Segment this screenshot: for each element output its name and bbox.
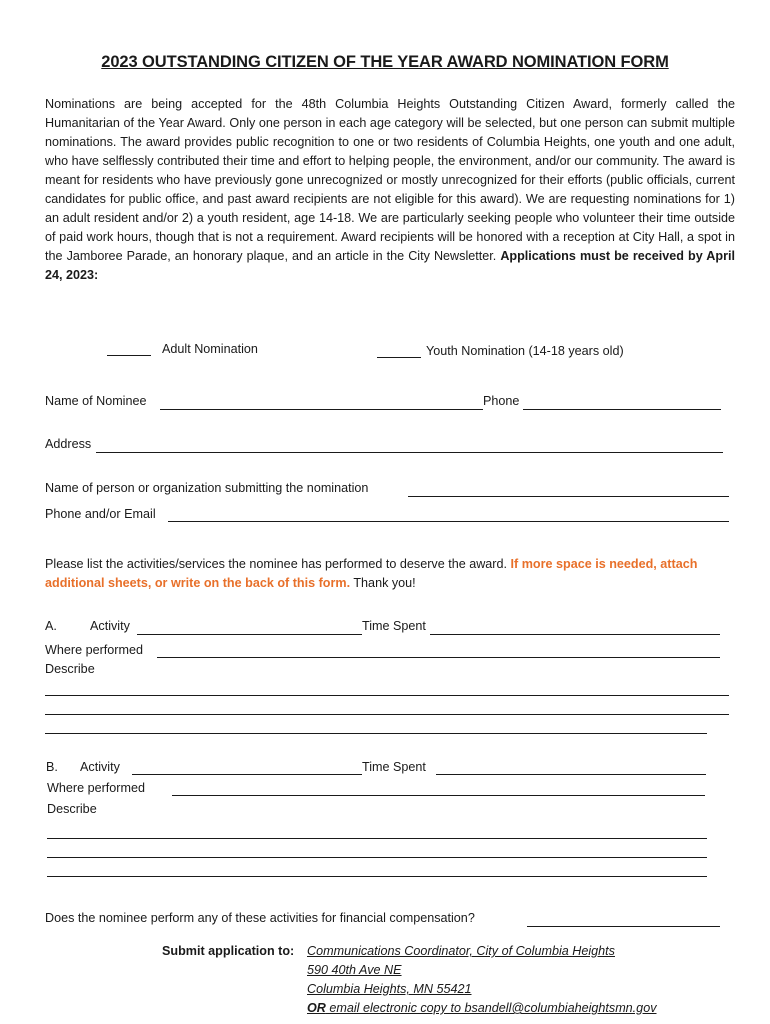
youth-nomination-blank[interactable]: [377, 357, 421, 358]
phone-label: Phone: [483, 394, 520, 408]
nominee-name-field[interactable]: [160, 409, 483, 410]
address-field[interactable]: [96, 452, 723, 453]
submit-email-line: [307, 1001, 657, 1015]
describe-b-line-3[interactable]: [47, 876, 707, 877]
adult-nomination-label: Adult Nomination: [162, 342, 258, 356]
activities-instructions: [45, 555, 735, 593]
instructions-text: Please list the activities/services the nominee has performed to deserve the award.: [45, 557, 511, 571]
phone-email-label: Phone and/or Email: [45, 507, 156, 521]
phone-field[interactable]: [523, 409, 721, 410]
submit-email-text[interactable]: email electronic copy to bsandell@columbiaheightsmn.gov: [325, 1001, 657, 1015]
submit-address-line-3: Columbia Heights, MN 55421: [307, 982, 472, 996]
submit-address-line-1: Communications Coordinator, City of Columbia Heights: [307, 944, 615, 958]
describe-a-label: Describe: [45, 662, 95, 676]
submit-label: Submit application to:: [162, 944, 295, 958]
where-performed-b-field[interactable]: [172, 795, 705, 796]
form-title: 2023 OUTSTANDING CITIZEN OF THE YEAR AWARD NOMINATION FORM: [101, 53, 669, 71]
intro-text: Nominations are being accepted for the 48th Columbia Heights Outstanding Citizen Award, formerly called the Humanitarian of the Year Award. Only one person in each age category will be selected, but one person can submit multiple nominations. The award provides public recognition to one or two residents of Columbia Heights, one youth and one adult, who have selflessly contributed their time and effort to helping people, the environment, and/or our community. The award is meant for residents who have previously gone unrecognized or mostly unrecognized for their efforts (public officials, current candidates for public office, and past award recipients are not eligible for this award). We are requesting nominations for 1) an adult resident and/or 2) a youth resident, age 14-18. We are particularly seeking people who volunteer their time outside of paid work hours, though that is not a requirement. Award recipients will be honored with a reception at City Hall, a spot in the Jamboree Parade, an honorary plaque, and an article in the City Newsletter.: [45, 97, 735, 263]
describe-a-line-2[interactable]: [45, 714, 729, 715]
compensation-question: Does the nominee perform any of these activities for financial compensation?: [45, 911, 475, 925]
time-spent-a-label: Time Spent: [362, 619, 426, 633]
instructions-highlight: If more space is needed, attach additional sheets, or write on the back of this form.: [45, 557, 698, 590]
submit-or: OR: [307, 1001, 326, 1015]
address-label: Address: [45, 437, 92, 451]
submitter-field[interactable]: [408, 496, 729, 497]
activity-b-label: Activity: [80, 760, 120, 774]
youth-nomination-label: Youth Nomination (14-18 years old): [426, 344, 624, 358]
describe-b-line-2[interactable]: [47, 857, 707, 858]
adult-nomination-blank[interactable]: [107, 355, 151, 356]
submit-address-line-2: 590 40th Ave NE: [307, 963, 402, 977]
time-spent-a-field[interactable]: [430, 634, 720, 635]
describe-a-line-3[interactable]: [45, 733, 707, 734]
activity-a-field[interactable]: [137, 634, 362, 635]
where-performed-b-label: Where performed: [47, 781, 145, 795]
activity-a-label: Activity: [90, 619, 130, 633]
activity-b-letter: B.: [46, 760, 58, 774]
where-performed-a-label: Where performed: [45, 643, 143, 657]
intro-paragraph: [45, 95, 735, 285]
deadline-text: Applications must be received by April 24, 2023:: [45, 249, 735, 282]
where-performed-a-field[interactable]: [157, 657, 720, 658]
describe-a-line-1[interactable]: [45, 695, 729, 696]
describe-b-label: Describe: [47, 802, 97, 816]
activity-b-field[interactable]: [132, 774, 362, 775]
submitter-label: Name of person or organization submitting the nomination: [45, 481, 369, 495]
time-spent-b-field[interactable]: [436, 774, 706, 775]
instructions-end: Thank you!: [350, 576, 416, 590]
activity-a-letter: A.: [45, 619, 57, 633]
compensation-field[interactable]: [527, 926, 720, 927]
nominee-name-label: Name of Nominee: [45, 394, 147, 408]
describe-b-line-1[interactable]: [47, 838, 707, 839]
phone-email-field[interactable]: [168, 521, 729, 522]
time-spent-b-label: Time Spent: [362, 760, 426, 774]
